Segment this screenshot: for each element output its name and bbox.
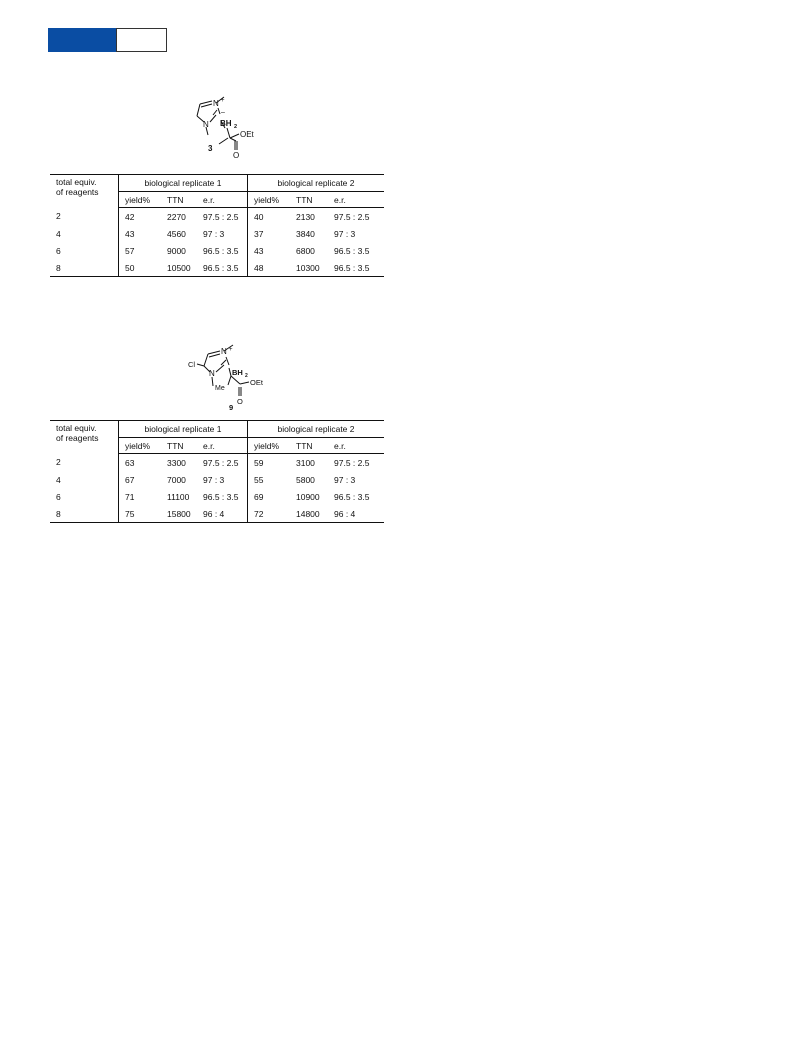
cell-equiv: 2	[50, 208, 119, 226]
header-white-block	[116, 28, 167, 52]
plus-charge: +	[229, 347, 233, 353]
subheader-ttn: TTN	[290, 192, 328, 208]
cell-er: 97 : 3	[197, 225, 248, 242]
cell-equiv: 4	[50, 225, 119, 242]
cell-yield: 40	[254, 211, 264, 222]
subheader-er: e.r.	[197, 438, 248, 454]
cell-ttn: 5800	[296, 474, 315, 485]
cell-yield: 43	[254, 245, 264, 256]
oet-group: OEt	[240, 130, 254, 139]
carbonyl-o: O	[233, 151, 240, 160]
cell-yield: 55	[254, 474, 264, 485]
cell-yield: 59	[254, 457, 264, 468]
table-header-equiv	[50, 421, 119, 454]
header-blue-block	[48, 28, 116, 52]
cell-ttn: 9000	[167, 245, 186, 256]
n-atom: N	[203, 120, 209, 129]
compound-9-label: 9	[229, 403, 234, 412]
subheader-yield: yield%	[248, 192, 291, 208]
table-row	[50, 471, 384, 488]
journal-header-bar	[48, 28, 166, 52]
cell-equiv: 6	[50, 242, 119, 259]
cell-ttn: 11100	[167, 491, 190, 502]
cell-ttn: 10500	[161, 259, 197, 277]
subheader-yield: yield%	[248, 438, 291, 454]
bh2-group: BH	[220, 119, 232, 128]
cell-er: 97 : 3	[197, 471, 248, 488]
cell-ttn: 10900	[296, 491, 320, 502]
cell-ttn: 3100	[296, 457, 315, 468]
subheader-ttn: TTN	[290, 438, 328, 454]
cell-er: 96.5 : 3.5	[328, 259, 384, 277]
bh2-subscript: 2	[245, 373, 248, 379]
table-row	[50, 505, 384, 523]
cell-yield: 57	[125, 245, 135, 256]
bh2-subscript: 2	[234, 124, 238, 130]
cell-er: 96.5 : 3.5	[334, 491, 370, 502]
cell-er: 96.5 : 3.5	[197, 242, 248, 259]
cell-er: 96.5 : 3.5	[197, 488, 248, 505]
n-atom: N	[209, 369, 215, 378]
table-row	[50, 208, 384, 226]
cell-er: 97.5 : 2.5	[197, 208, 248, 226]
cell-er: 97.5 : 2.5	[197, 454, 248, 472]
compound-3-label: 3	[208, 144, 213, 153]
cell-yield: 50	[119, 259, 162, 277]
table-compound-9	[50, 420, 384, 523]
cell-yield: 43	[125, 228, 135, 239]
subheader-er: e.r.	[197, 192, 248, 208]
n-plus-atom: N	[221, 347, 227, 356]
table-row	[50, 454, 384, 472]
cell-yield: 37	[254, 228, 264, 239]
replicate-1-header: biological replicate 1	[119, 421, 248, 438]
cell-ttn: 3300	[167, 457, 186, 468]
cell-yield: 48	[248, 259, 291, 277]
cell-yield: 67	[125, 474, 135, 485]
cell-equiv: 2	[50, 454, 119, 472]
table-row	[50, 225, 384, 242]
cell-er: 96.5 : 3.5	[334, 245, 370, 256]
cell-yield: 42	[125, 211, 135, 222]
subheader-yield: yield%	[119, 438, 162, 454]
plus-charge: +	[221, 98, 225, 104]
cell-yield: 72	[248, 505, 291, 523]
cell-yield: 75	[119, 505, 162, 523]
oet-group: OEt	[250, 378, 263, 387]
cell-ttn: 14800	[290, 505, 328, 523]
subheader-yield: yield%	[119, 192, 162, 208]
subheader-ttn: TTN	[161, 192, 197, 208]
cell-equiv: 8	[50, 505, 119, 523]
table-row	[50, 259, 384, 277]
cell-ttn: 4560	[167, 228, 186, 239]
cell-ttn: 15800	[161, 505, 197, 523]
cell-yield: 69	[254, 491, 264, 502]
cell-er: 96 : 4	[197, 505, 248, 523]
header-equiv-line1: total equiv. of reagents	[56, 177, 99, 197]
replicate-2-header: biological replicate 2	[248, 421, 385, 438]
table-compound-3	[50, 174, 384, 277]
cell-er: 96 : 4	[328, 505, 384, 523]
cell-ttn: 7000	[167, 474, 186, 485]
cell-er: 97 : 3	[334, 228, 356, 239]
cell-ttn: 6800	[296, 245, 315, 256]
cell-er: 97.5 : 2.5	[334, 457, 370, 468]
cell-equiv: 6	[50, 488, 119, 505]
n-plus-atom: N	[213, 99, 219, 108]
subheader-er: e.r.	[328, 192, 384, 208]
table-row	[50, 242, 384, 259]
compound-3-structure	[186, 90, 276, 164]
subheader-er: e.r.	[328, 438, 384, 454]
cell-yield: 71	[125, 491, 135, 502]
cell-ttn: 2270	[167, 211, 186, 222]
replicate-2-header: biological replicate 2	[248, 175, 385, 192]
cell-er: 96.5 : 3.5	[197, 259, 248, 277]
cell-ttn: 2130	[296, 211, 315, 222]
subheader-ttn: TTN	[161, 438, 197, 454]
cell-er: 97 : 3	[334, 474, 356, 485]
cell-equiv: 8	[50, 259, 119, 277]
replicate-1-header: biological replicate 1	[119, 175, 248, 192]
cell-equiv: 4	[50, 471, 119, 488]
cell-ttn: 10300	[290, 259, 328, 277]
carbonyl-o: O	[237, 397, 243, 406]
minus-charge: –	[221, 109, 225, 116]
cl-atom: Cl	[188, 360, 196, 369]
cell-yield: 63	[125, 457, 135, 468]
bh2-group: BH	[232, 368, 243, 377]
header-equiv-line1: total equiv. of reagents	[56, 423, 99, 443]
compound-9-structure	[188, 340, 278, 414]
cell-er: 97.5 : 2.5	[334, 211, 370, 222]
me-group: Me	[215, 385, 225, 392]
cell-ttn: 3840	[296, 228, 315, 239]
table-row	[50, 488, 384, 505]
table-header-equiv	[50, 175, 119, 208]
